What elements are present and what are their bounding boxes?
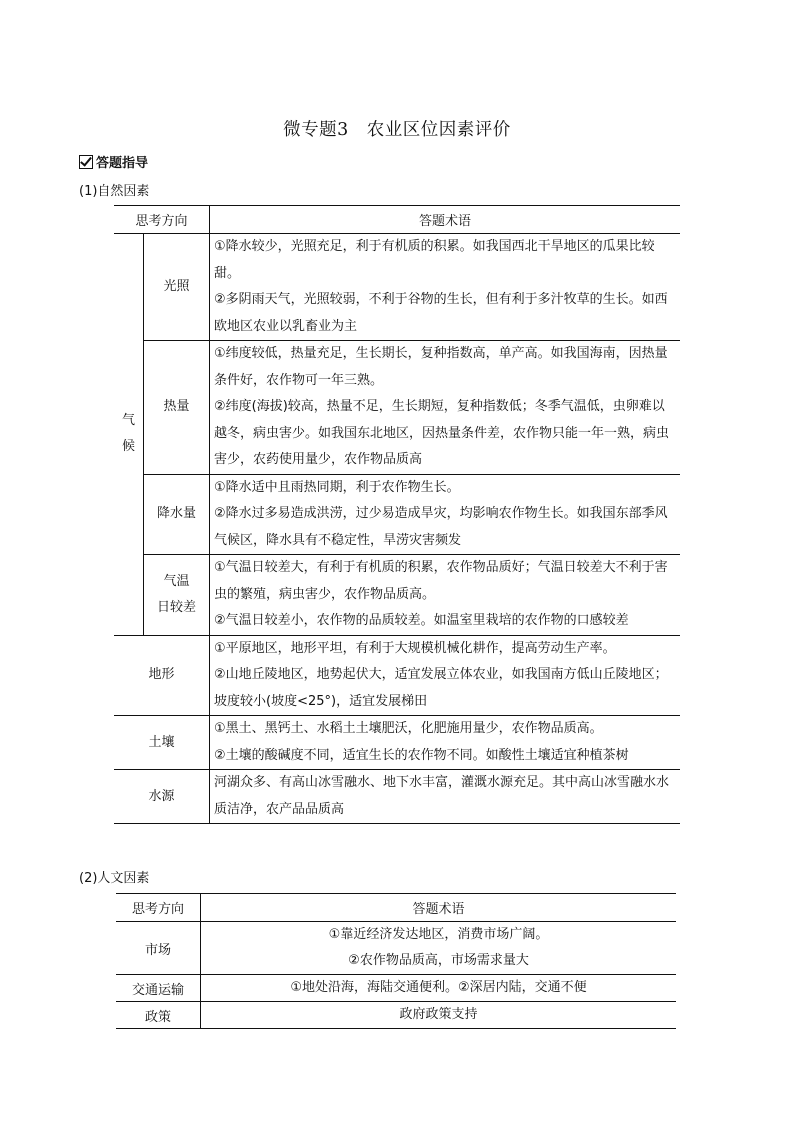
term-line: 河湖众多、有高山冰雪融水、地下水丰富，灌溉水源充足。其中高山冰雪融水水质洁净，农产品品质高 — [214, 775, 670, 817]
human-factors-table — [116, 893, 676, 1029]
natural-factors-table — [114, 205, 680, 824]
table-row — [116, 975, 676, 1002]
table-row — [114, 341, 680, 475]
factor-heat: 热量 — [144, 341, 210, 475]
header-direction: 思考方向 — [114, 206, 210, 234]
factor-precipitation: 降水量 — [144, 474, 210, 555]
table-row — [114, 716, 680, 770]
term-line: ①气温日较差大，有利于有机质的积累，农作物品质好；气温日较差大不利于害虫的繁殖，病虫害少，农作物品质高。 — [214, 560, 668, 602]
factor-label-line: 日较差 — [156, 599, 196, 615]
term-line: ①地处沿海，海陆交通便利。②深居内陆，交通不便 — [290, 980, 587, 995]
terms-cell — [201, 1002, 677, 1029]
climate-label-char: 候 — [121, 439, 135, 455]
header-terms: 答题术语 — [210, 206, 681, 234]
term-line: ②农作物品质高，市场需求量大 — [348, 953, 529, 968]
answer-guide-heading — [79, 152, 148, 171]
term-line: ①黑土、黑钙土、水稻土土壤肥沃，化肥施用量少，农作物品质高。 — [214, 721, 603, 736]
factor-policy: 政策 — [116, 1002, 201, 1029]
terms-cell — [210, 555, 681, 636]
table-row — [114, 234, 680, 341]
checkbox-icon — [79, 155, 93, 169]
climate-label-char: 气 — [121, 413, 135, 429]
section-human-heading: (2)人文因素 — [79, 871, 150, 886]
term-line: ②土壤的酸碱度不同，适宜生长的农作物不同。如酸性土壤适宜种植茶树 — [214, 747, 629, 763]
table-row — [114, 635, 680, 716]
terms-cell — [210, 716, 681, 770]
term-line: ①纬度较低，热量充足，生长期长，复种指数高，单产高。如我国海南，因热量条件好，农作物可一年三熟。 — [214, 346, 668, 388]
header-terms: 答题术语 — [201, 894, 677, 922]
term-line: 政府政策支持 — [399, 1007, 478, 1022]
term-line: ②降水过多易造成洪涝，过少易造成旱灾，均影响农作物生长。如我国东部季风气候区，降水具有不稳定性，旱涝灾害频发 — [214, 506, 668, 548]
terms-cell — [210, 341, 681, 475]
term-line: ②纬度(海拔)较高，热量不足，生长期短，复种指数低；冬季气温低，虫卵难以越冬，病虫害少。如我国东北地区，因热量条件差，农作物只能一年一熟，病虫害少，农药使用量少，农作物品质高 — [214, 399, 670, 467]
term-line: ①平原地区，地形平坦，有利于大规模机械化耕作，提高劳动生产率。 — [214, 640, 616, 656]
factor-soil: 土壤 — [114, 716, 210, 770]
term-line: ②多阴雨天气，光照较弱，不利于谷物的生长，但有利于多汁牧草的生长。如西欧地区农业以乳畜业为主 — [214, 292, 668, 334]
table-header-row — [116, 894, 676, 922]
table-row — [116, 922, 676, 975]
section-natural-heading: (1)自然因素 — [79, 184, 150, 199]
term-line: ②山地丘陵地区，地势起伏大，适宜发展立体农业，如我国南方低山丘陵地区；坡度较小(坡度<25°)，适宜发展梯田 — [214, 667, 668, 709]
term-line: ①降水适中且雨热同期，利于农作物生长。 — [214, 479, 460, 495]
term-line: ①降水较少，光照充足，利于有机质的积累。如我国西北干旱地区的瓜果比较甜。 — [214, 239, 655, 281]
term-line: ②气温日较差小，农作物的品质较差。如温室里栽培的农作物的口感较差 — [214, 613, 629, 628]
factor-water-source: 水源 — [114, 770, 210, 824]
header-direction: 思考方向 — [116, 894, 201, 922]
page-title: 微专题3 农业区位因素评价 — [283, 120, 511, 140]
table-header-row — [114, 206, 680, 234]
climate-label — [114, 234, 144, 636]
terms-cell — [201, 922, 677, 975]
factor-terrain: 地形 — [114, 635, 210, 716]
factor-transport: 交通运输 — [116, 975, 201, 1002]
table-row — [114, 474, 680, 555]
factor-sunlight: 光照 — [144, 234, 210, 341]
table-row — [116, 1002, 676, 1029]
factor-diurnal-range — [144, 555, 210, 636]
terms-cell — [210, 635, 681, 716]
terms-cell — [201, 975, 677, 1002]
terms-cell — [210, 234, 681, 341]
terms-cell — [210, 770, 681, 824]
table-row — [114, 555, 680, 636]
terms-cell — [210, 474, 681, 555]
answer-guide-label: 答题指导 — [96, 156, 149, 171]
term-line: ①靠近经济发达地区，消费市场广阔。 — [328, 927, 549, 942]
factor-label-line: 气温 — [163, 573, 190, 589]
table-row — [114, 770, 680, 824]
factor-market: 市场 — [116, 922, 201, 975]
